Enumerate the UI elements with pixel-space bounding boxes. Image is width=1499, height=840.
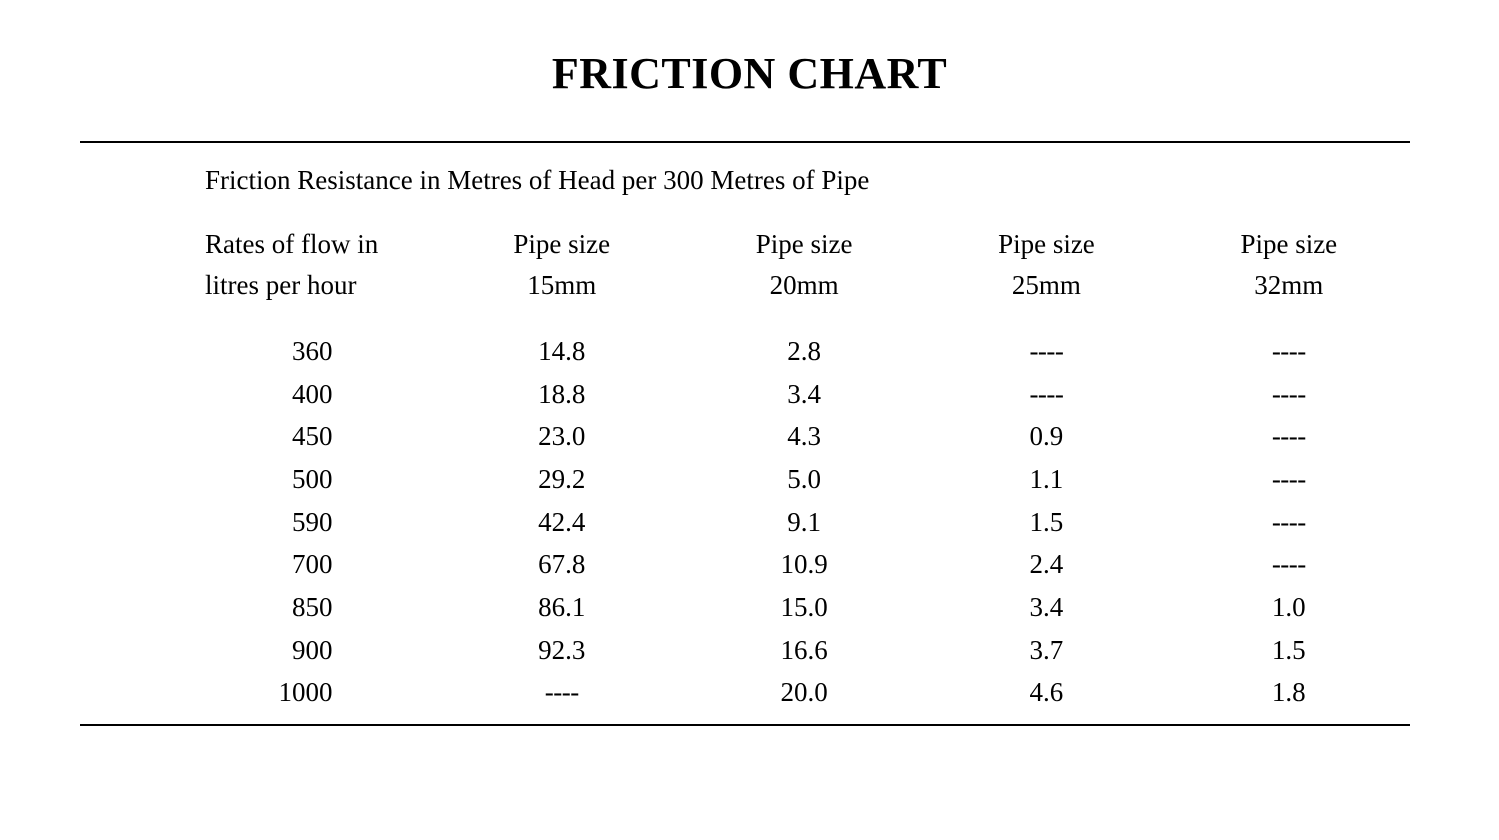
cell-15mm: 92.3: [538, 634, 586, 665]
column-header-pipe-15mm: [441, 224, 683, 306]
cell-flow: 360: [292, 336, 333, 367]
cell-flow: 590: [292, 506, 333, 537]
column-header-pipe-20mm: [683, 224, 925, 306]
table-row: [80, 629, 1410, 672]
cell-32mm: ----: [1271, 336, 1306, 367]
cell-25mm: 3.4: [1029, 592, 1064, 622]
cell-32mm: 1.5: [1271, 634, 1306, 665]
column-header-pipe-20mm-line2: 20mm: [769, 270, 839, 301]
table-row: [80, 543, 1410, 586]
table-body: [80, 306, 1410, 714]
cell-flow: 400: [292, 378, 333, 409]
header-row: [80, 224, 1410, 306]
cell-20mm: 10.9: [780, 549, 828, 580]
cell-32mm: 1.8: [1271, 677, 1306, 708]
column-header-pipe-25mm-line1: Pipe size: [998, 229, 1095, 259]
cell-20mm: 3.4: [787, 378, 821, 409]
cell-20mm: 9.1: [787, 506, 821, 537]
cell-25mm: 0.9: [1029, 421, 1064, 452]
cell-20mm: 2.8: [787, 336, 821, 367]
table-row: [80, 458, 1410, 501]
cell-flow: 450: [292, 421, 333, 452]
top-divider: [80, 141, 1410, 143]
cell-32mm: ----: [1271, 378, 1306, 409]
cell-15mm: 67.8: [538, 549, 586, 580]
cell-25mm: ----: [1029, 378, 1064, 409]
table-header: [80, 224, 1410, 306]
cell-25mm: 3.7: [1029, 634, 1064, 665]
bottom-divider: [80, 724, 1410, 726]
column-header-flow: [80, 224, 441, 306]
cell-flow: 500: [292, 464, 333, 495]
cell-15mm: 18.8: [538, 378, 586, 409]
cell-20mm: 16.6: [780, 634, 828, 665]
cell-32mm: ----: [1271, 506, 1306, 537]
cell-flow: 1000: [278, 677, 333, 708]
cell-32mm: ----: [1271, 421, 1306, 452]
cell-25mm: 2.4: [1029, 549, 1064, 580]
cell-flow: 850: [292, 592, 333, 622]
column-header-pipe-25mm-line2: 25mm: [1011, 270, 1081, 301]
table-row: [80, 501, 1410, 544]
cell-32mm: ----: [1271, 549, 1306, 580]
friction-table: [80, 224, 1410, 714]
table-row: [80, 306, 1410, 373]
cell-32mm: 1.0: [1271, 592, 1306, 622]
cell-15mm: 23.0: [538, 421, 586, 452]
cell-20mm: 15.0: [780, 592, 828, 622]
column-header-pipe-32mm-line2: 32mm: [1254, 270, 1324, 301]
column-header-pipe-15mm-line1: Pipe size: [513, 229, 611, 259]
cell-32mm: ----: [1271, 464, 1306, 495]
column-header-pipe-32mm: [1168, 224, 1410, 306]
cell-15mm: 42.4: [538, 506, 586, 537]
column-header-pipe-25mm: [925, 224, 1167, 306]
cell-25mm: 4.6: [1029, 677, 1064, 708]
page-title: FRICTION CHART: [551, 49, 948, 98]
cell-25mm: 1.1: [1029, 464, 1064, 495]
table-row: [80, 671, 1410, 714]
cell-15mm: 29.2: [538, 464, 586, 495]
cell-20mm: 5.0: [787, 464, 821, 495]
table-row: [80, 586, 1410, 629]
cell-20mm: 4.3: [787, 421, 821, 452]
column-header-flow-line1: Rates of flow in: [205, 229, 379, 259]
cell-flow: 900: [292, 634, 333, 665]
cell-15mm: 14.8: [538, 336, 586, 367]
cell-15mm: ----: [544, 677, 579, 708]
table-row: [80, 415, 1410, 458]
column-header-flow-line2: litres per hour: [205, 270, 357, 301]
column-header-pipe-20mm-line1: Pipe size: [755, 229, 853, 259]
cell-flow: 700: [292, 549, 333, 580]
table-row: [80, 373, 1410, 416]
cell-20mm: 20.0: [780, 677, 828, 708]
column-header-pipe-15mm-line2: 15mm: [527, 270, 597, 301]
subtitle: Friction Resistance in Metres of Head per 300 Metres of Pipe: [205, 165, 870, 195]
cell-25mm: 1.5: [1029, 506, 1064, 537]
column-header-pipe-32mm-line1: Pipe size: [1240, 229, 1338, 259]
cell-25mm: ----: [1029, 336, 1064, 367]
cell-15mm: 86.1: [538, 592, 586, 622]
